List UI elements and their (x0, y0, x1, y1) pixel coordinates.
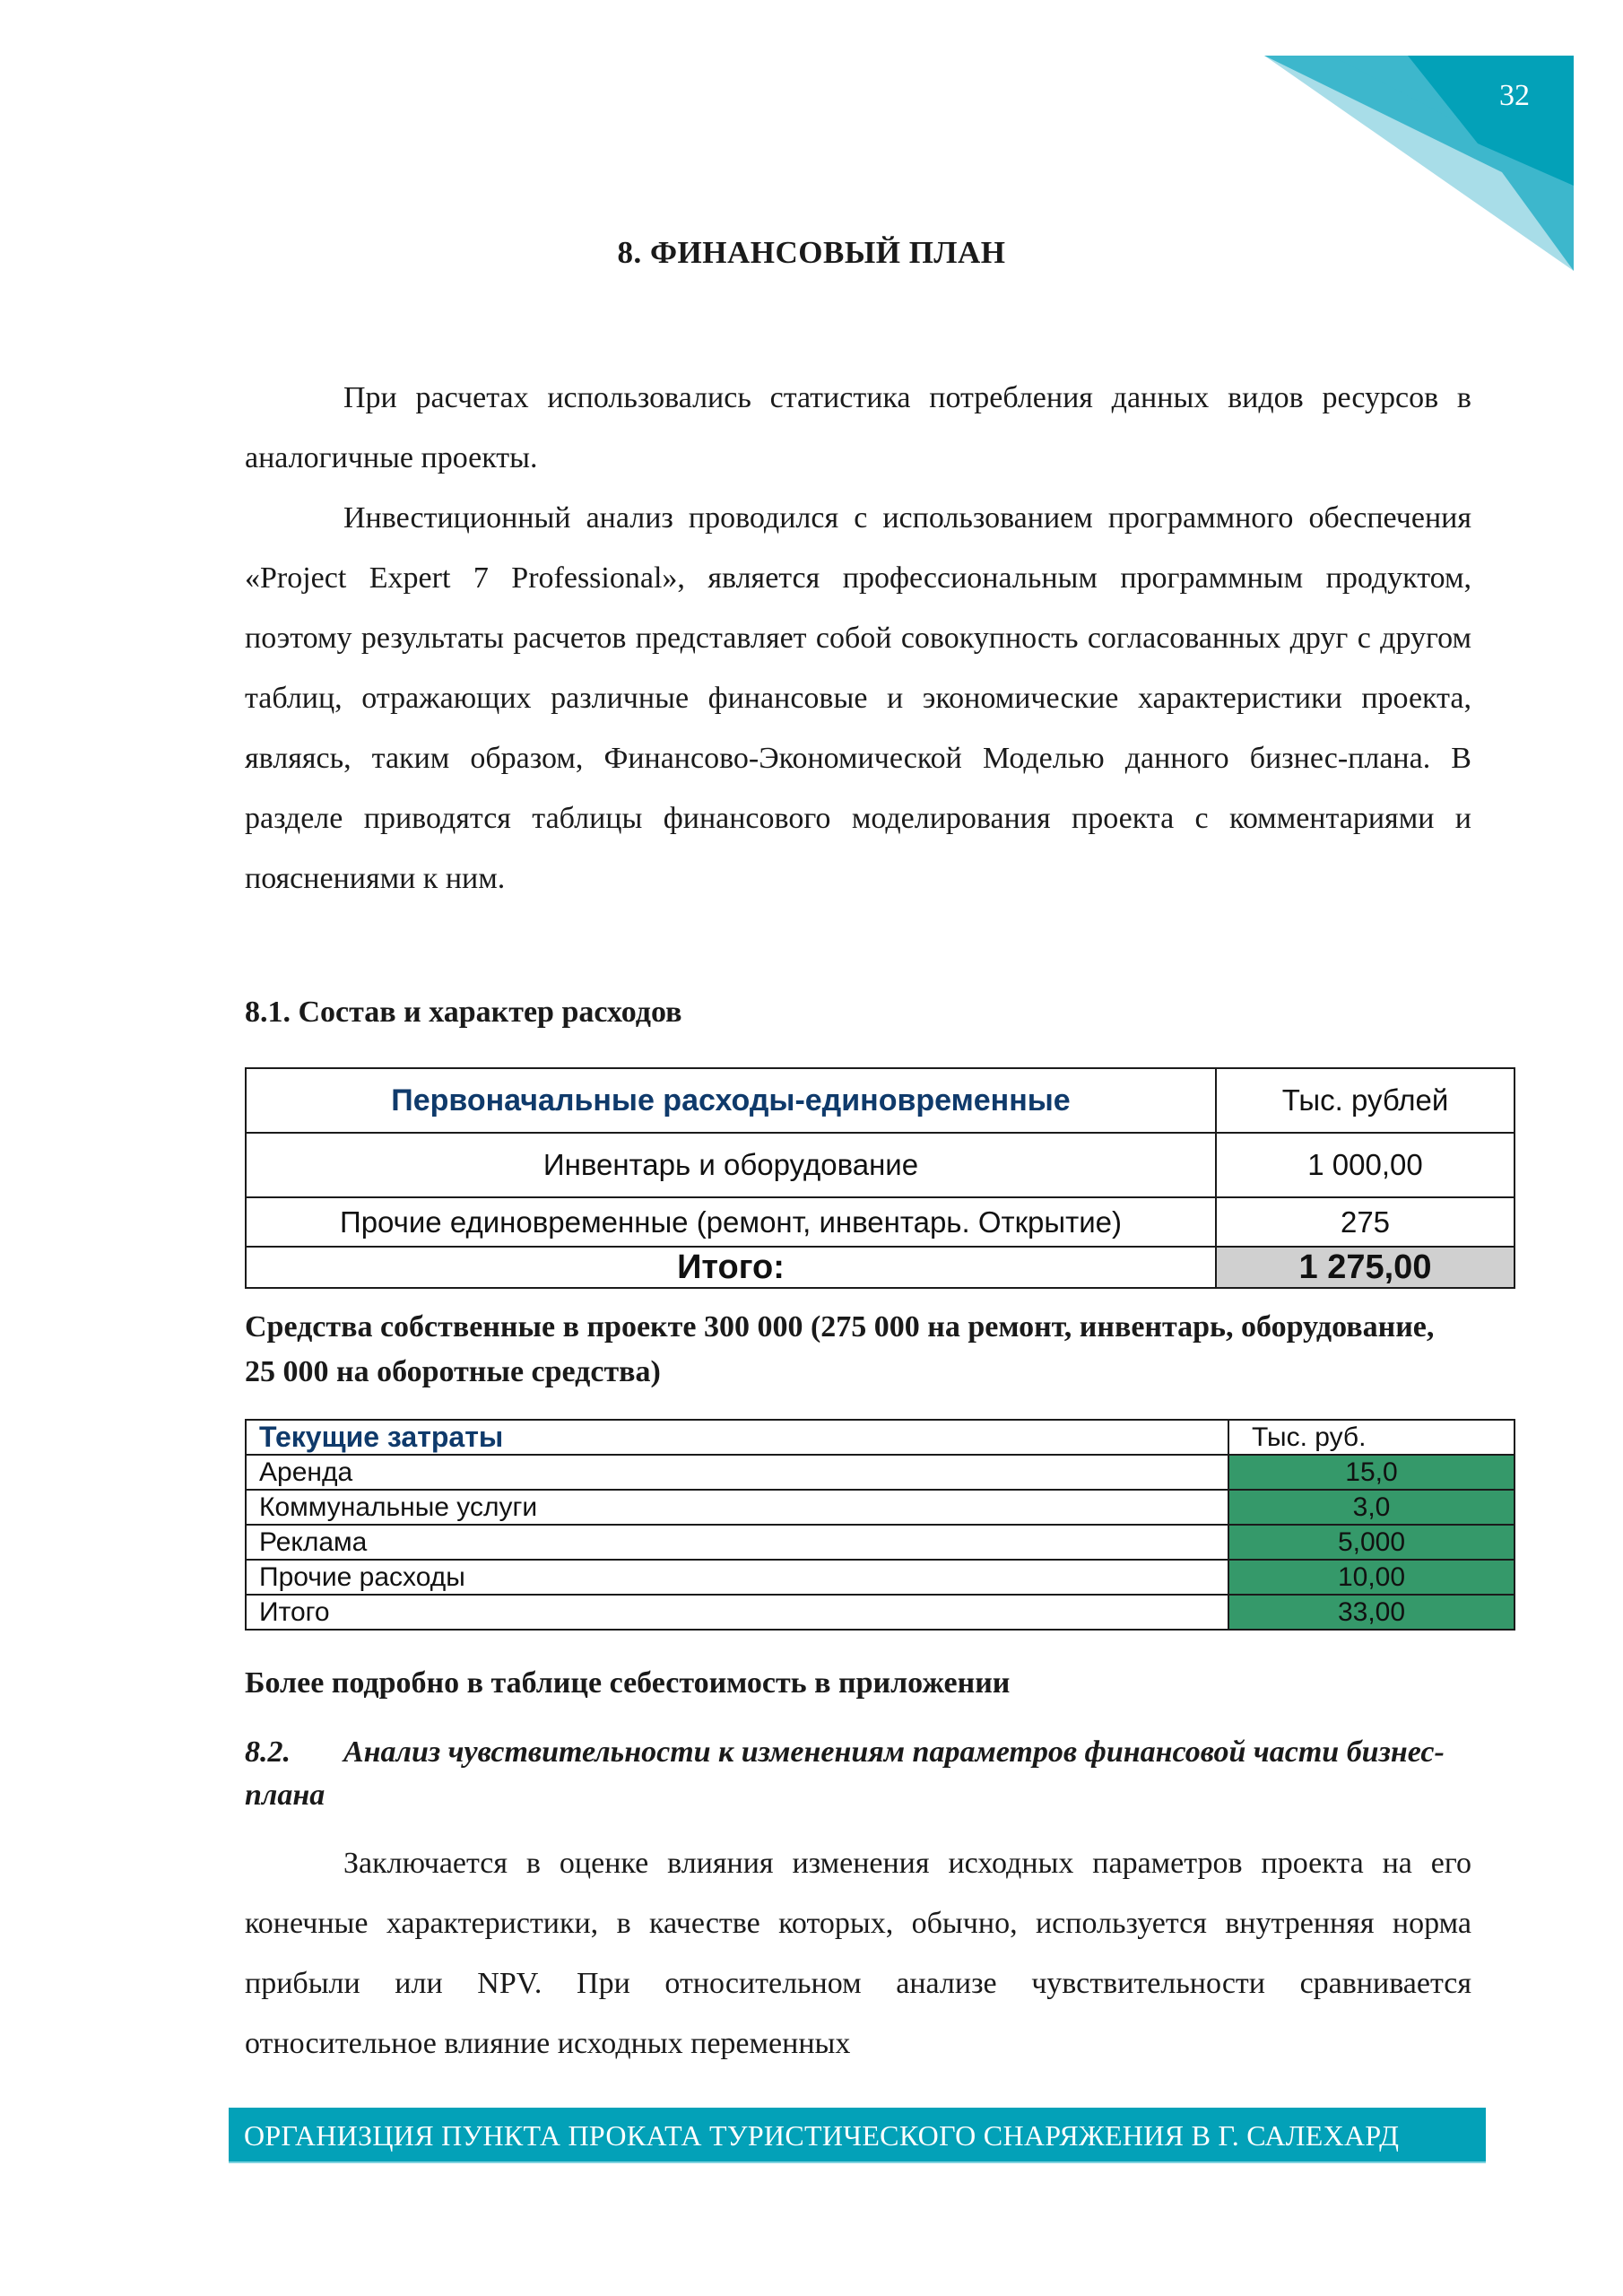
row-value: 3,0 (1228, 1490, 1515, 1525)
paragraph-text: Заключается в оценке влияния изменения исходных параметров проекта на его конечные характеристики, в качестве которых, обычно, используется внутренняя норма прибыли или NPV. При относительном анализе чувствительности сравнивается относительное влияние исходных переменных (245, 1847, 1471, 2060)
row-value: 15,0 (1228, 1455, 1515, 1490)
appendix-note: Более подробно в таблице себестоимость в приложении (245, 1666, 1011, 1700)
footer-text: ОРГАНИЗЦИЯ ПУНКТА ПРОКАТА ТУРИСТИЧЕСКОГО СНАРЯЖЕНИЯ В Г. САЛЕХАРД (244, 2119, 1400, 2152)
row-value: 1 000,00 (1216, 1133, 1515, 1197)
paragraph-sensitivity (245, 1833, 1471, 2074)
section-title: 8. ФИНАНСОВЫЙ ПЛАН (617, 235, 1006, 270)
table-row (246, 1197, 1515, 1247)
row-label: Реклама (246, 1525, 1228, 1560)
row-value: 33,00 (1228, 1595, 1515, 1630)
subsection-title-text: Анализ чувствительности к изменениям параметров финансовой части бизнес-плана (245, 1735, 1445, 1812)
initial-costs-table (245, 1067, 1515, 1289)
subsection-8-1-title: 8.1. Состав и характер расходов (245, 996, 682, 1029)
own-funds-note: Средства собственные в проекте 300 000 (275 000 на ремонт, инвентарь, оборудование, 25 000 на оборотные средства) (245, 1310, 1435, 1388)
subsection-8-2-title (245, 1731, 1471, 1817)
header-label: Первоначальные расходы-единовременные (246, 1068, 1216, 1133)
table-total-row (246, 1595, 1515, 1630)
row-value: 5,000 (1228, 1525, 1515, 1560)
table-row (246, 1560, 1515, 1595)
header-unit: Тыс. руб. (1228, 1420, 1515, 1455)
current-costs-table (245, 1419, 1515, 1631)
table-total-row (246, 1247, 1515, 1288)
row-label: Прочие расходы (246, 1560, 1228, 1595)
table-header-row (246, 1068, 1515, 1133)
paragraph-investment-analysis (245, 488, 1471, 909)
table-header-row (246, 1420, 1515, 1455)
header-unit: Тыс. рублей (1216, 1068, 1515, 1133)
table-row (246, 1133, 1515, 1197)
paragraph-text: Инвестиционный анализ проводился с использованием программного обеспечения «Project Expert 7 Professional», является профессиональным программным продуктом, поэтому результаты расчетов представляет собой совокупность согласованных друг с другом таблиц, отражающих различные финансовые и экономические характеристики проекта, являясь, таким образом, Финансово-Экономической Моделью данного бизнес-плана. В разделе приводятся таблицы финансового моделирования проекта с комментариями и пояснениями к ним. (245, 501, 1471, 895)
row-value: 10,00 (1228, 1560, 1515, 1595)
header-label: Текущие затраты (246, 1420, 1228, 1455)
table-row (246, 1525, 1515, 1560)
total-value: 1 275,00 (1216, 1247, 1515, 1288)
row-label: Аренда (246, 1455, 1228, 1490)
subsection-number: 8.2. (245, 1735, 291, 1769)
footer-bar (229, 2108, 1486, 2163)
row-label: Прочие единовременные (ремонт, инвентарь. Открытие) (246, 1197, 1216, 1247)
row-label: Итого (246, 1595, 1228, 1630)
table-row (246, 1490, 1515, 1525)
paragraph-text: При расчетах использовались статистика потребления данных видов ресурсов в аналогичные проекты. (245, 381, 1471, 474)
page-number: 32 (1499, 79, 1530, 112)
row-value: 275 (1216, 1197, 1515, 1247)
paragraph-intro (245, 368, 1471, 488)
row-label: Инвентарь и оборудование (246, 1133, 1216, 1197)
row-label: Коммунальные услуги (246, 1490, 1228, 1525)
total-label: Итого: (246, 1247, 1216, 1288)
table-row (246, 1455, 1515, 1490)
